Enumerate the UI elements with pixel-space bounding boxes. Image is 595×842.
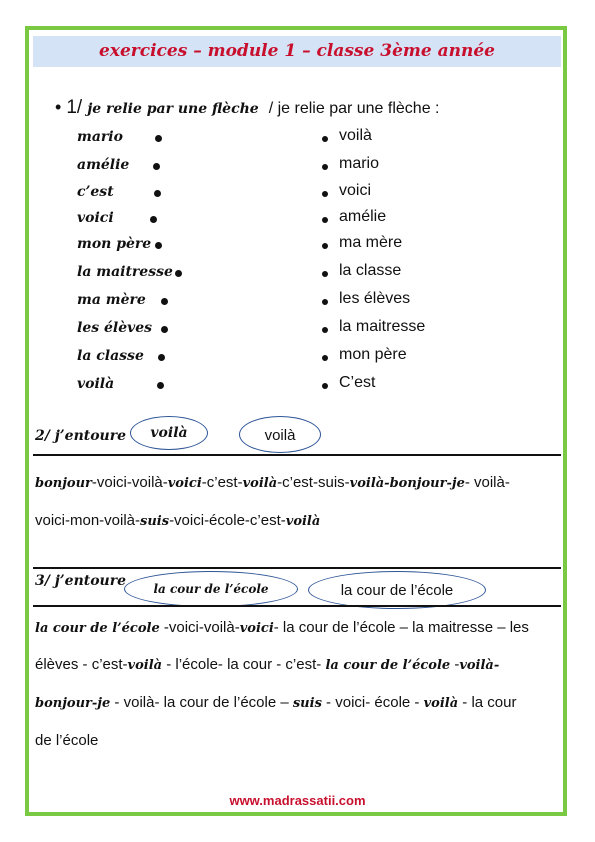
left-match-dot[interactable] — [150, 216, 157, 223]
right-match-dot[interactable] — [322, 191, 328, 197]
oval-script-text: voilà — [150, 425, 188, 441]
left-word-item: les élèves — [77, 320, 153, 336]
left-word-item: c’est — [77, 184, 114, 200]
plain-text: - — [450, 656, 460, 673]
plain-text: - voilà- — [464, 474, 510, 491]
exercise-3-text-line-1 — [35, 619, 560, 636]
oval-plain-text: voilà — [264, 427, 296, 444]
right-word-item: amélie — [339, 208, 387, 225]
script-word: voilà — [423, 696, 459, 711]
right-match-dot[interactable] — [322, 136, 328, 142]
right-match-dot[interactable] — [322, 383, 328, 389]
right-word-item: mario — [339, 155, 380, 172]
script-word: voici — [167, 476, 202, 491]
exercise-2-text-line-2 — [35, 512, 560, 529]
right-match-dot[interactable] — [322, 327, 328, 333]
plain-text: - la cour de l’école – la maitresse – les — [273, 619, 529, 636]
exercise-2-label: 2/ j’entoure — [35, 428, 127, 444]
plain-text: - l’école- la cour - c’est- — [162, 656, 326, 673]
left-word-item: la classe — [77, 348, 144, 364]
exercise-2-text-line-1 — [35, 474, 560, 491]
example-oval-script — [124, 571, 298, 607]
right-word-item: ma mère — [339, 234, 403, 251]
left-word-item: mon père — [77, 236, 152, 252]
left-word-item: voilà — [77, 376, 115, 392]
left-match-dot[interactable] — [153, 163, 160, 170]
right-match-dot[interactable] — [322, 271, 328, 277]
right-word-item: C’est — [339, 374, 376, 391]
plain-text: élèves - c’est- — [35, 656, 128, 673]
left-match-dot[interactable] — [154, 190, 161, 197]
script-word: bonjour-je — [35, 696, 111, 711]
script-word: suis — [292, 696, 322, 711]
script-word: suis — [140, 514, 170, 529]
exercise-label-script: je relie par une flèche — [87, 101, 259, 117]
plain-text: -c’est-suis- — [277, 474, 350, 491]
plain-text: -voici-voilà- — [91, 474, 168, 491]
exercise-3-text-line-2 — [35, 656, 560, 673]
plain-text: - voici- école - — [321, 694, 424, 711]
right-word-item: la classe — [339, 262, 402, 279]
plain-text: de l’école — [35, 732, 99, 749]
right-match-dot[interactable] — [322, 299, 328, 305]
left-match-dot[interactable] — [155, 242, 162, 249]
left-word-item: la maitresse — [77, 264, 173, 280]
left-match-dot[interactable] — [158, 354, 165, 361]
script-word: voilà — [127, 658, 163, 673]
script-word: voilà — [285, 514, 321, 529]
plain-text: voici-mon-voilà- — [35, 512, 141, 529]
right-word-item: voici — [339, 182, 372, 199]
right-match-dot[interactable] — [322, 164, 328, 170]
exercise-3-label: 3/ j’entoure — [35, 573, 127, 589]
footer-link[interactable]: www.madrassatii.com — [229, 793, 366, 808]
plain-text: -voici-voilà- — [159, 619, 240, 636]
script-word: voilà — [242, 476, 278, 491]
example-oval-plain — [239, 416, 321, 453]
divider-line — [33, 605, 561, 607]
left-match-dot[interactable] — [161, 326, 168, 333]
example-oval-script — [130, 416, 208, 450]
script-word: voilà-bonjour-je — [349, 476, 465, 491]
right-word-item: la maitresse — [339, 318, 426, 335]
plain-text: - voilà- la cour de l’école – — [110, 694, 293, 711]
right-word-item: voilà — [339, 127, 372, 144]
left-match-dot[interactable] — [155, 135, 162, 142]
script-word: voici — [239, 621, 274, 636]
left-match-dot[interactable] — [161, 298, 168, 305]
page-title: exercices – module 1 – classe 3ème année — [33, 36, 561, 67]
bullet: • — [55, 97, 62, 117]
exercise-3-text-line-3 — [35, 694, 560, 711]
script-word: la cour de l’école — [35, 621, 160, 636]
right-match-dot[interactable] — [322, 243, 328, 249]
script-word: voilà- — [459, 658, 500, 673]
exercise-number: 1/ — [66, 97, 83, 118]
left-word-item: ma mère — [77, 292, 146, 308]
plain-text: -c’est- — [201, 474, 243, 491]
divider-line — [33, 567, 561, 569]
script-word: bonjour — [35, 476, 92, 491]
left-match-dot[interactable] — [175, 270, 182, 277]
left-word-item: voici — [77, 210, 114, 226]
right-word-item: mon père — [339, 346, 407, 363]
exercise-3-text-line-4 — [35, 732, 560, 749]
right-match-dot[interactable] — [322, 355, 328, 361]
plain-text: - la cour — [458, 694, 517, 711]
left-word-item: amélie — [77, 157, 130, 173]
oval-script-text: la cour de l’école — [153, 582, 269, 596]
oval-plain-text: la cour de l’école — [340, 582, 454, 599]
exercise-1-heading — [55, 97, 439, 119]
right-word-item: les élèves — [339, 290, 411, 307]
right-match-dot[interactable] — [322, 217, 328, 223]
left-match-dot[interactable] — [157, 382, 164, 389]
exercise-label-plain: / je relie par une flèche : — [268, 100, 440, 117]
left-word-item: mario — [77, 129, 123, 145]
example-oval-plain — [308, 571, 486, 609]
divider-line — [33, 454, 561, 456]
script-word: la cour de l’école — [325, 658, 451, 673]
plain-text: -voici-école-c’est- — [169, 512, 286, 529]
